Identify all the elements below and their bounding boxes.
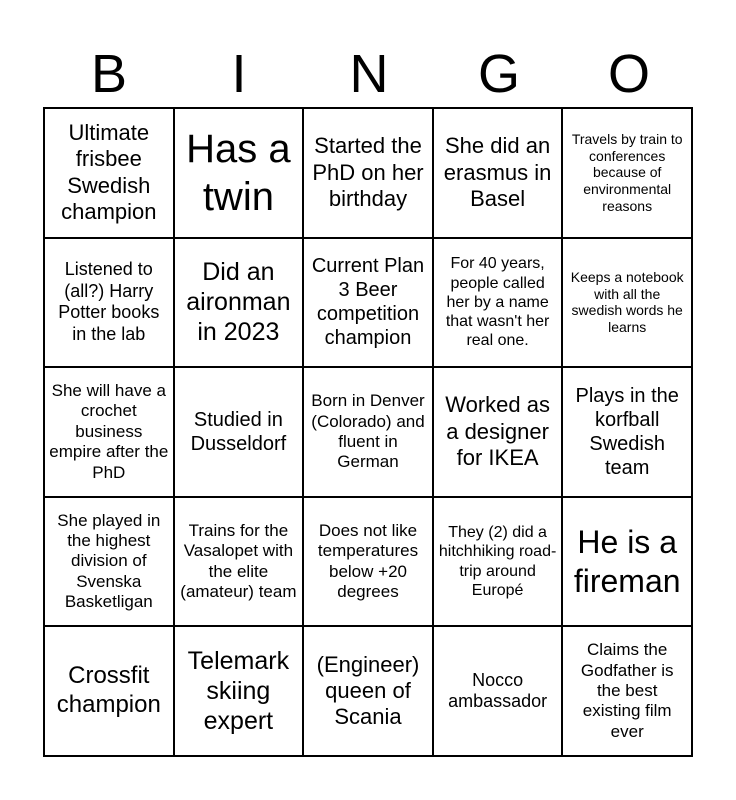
cell-text: For 40 years, people called her by a name that wasn't her real one. — [445, 255, 550, 350]
bingo-cell[interactable] — [174, 497, 304, 627]
bingo-cell[interactable] — [303, 497, 433, 627]
bingo-cell[interactable] — [433, 238, 563, 368]
cell-text: Nocco ambassador — [448, 669, 548, 712]
bingo-cell[interactable] — [174, 238, 304, 368]
bingo-cell[interactable] — [303, 367, 433, 497]
bingo-cell[interactable] — [433, 626, 563, 756]
bingo-cell[interactable] — [303, 238, 433, 368]
bingo-cell[interactable] — [433, 367, 563, 497]
cell-text: Did an aironman in 2023 — [186, 258, 291, 347]
cell-text: Keeps a notebook with all the swedish words he learns — [570, 268, 684, 336]
cell-text: (Engineer) queen of Scania — [316, 651, 420, 730]
cell-text: Claims the Godfather is the best existing film ever — [580, 640, 674, 741]
cell-text: She did an erasmus in Basel — [443, 133, 552, 211]
bingo-cell[interactable] — [303, 108, 433, 238]
bingo-cell[interactable] — [562, 367, 692, 497]
bingo-cell[interactable] — [44, 626, 174, 756]
bingo-cell[interactable] — [303, 626, 433, 756]
cell-text: Worked as a designer for IKEA — [445, 392, 550, 471]
header-letter-b: B — [90, 44, 128, 104]
bingo-cell[interactable] — [44, 108, 174, 238]
bingo-cell[interactable] — [44, 367, 174, 497]
header-letter-o: O — [607, 44, 650, 104]
cell-text: Plays in the korfball Swedish team — [575, 384, 679, 479]
cell-text: Studied in Dusseldorf — [190, 408, 287, 455]
cell-text: He is a fireman — [573, 524, 681, 599]
cell-text: Listened to (all?) Harry Potter books in the lab — [58, 259, 160, 344]
bingo-cell[interactable] — [562, 238, 692, 368]
cell-text: She will have a crochet business empire after the PhD — [49, 381, 169, 482]
cell-text: Telemark skiing expert — [187, 647, 290, 736]
cell-text: Ultimate frisbee Swedish champion — [61, 120, 157, 225]
header-letter-n: N — [349, 44, 389, 104]
cell-text: Started the PhD on her birthday — [312, 133, 424, 211]
bingo-header — [44, 44, 694, 104]
cell-text: Has a twin — [186, 126, 291, 219]
cell-text: Current Plan 3 Beer competition champion — [311, 255, 425, 350]
cell-text: She played in the highest division of Svenska Basketligan — [57, 510, 161, 612]
cell-text: They (2) did a hitchhiking road-trip around Europé — [438, 524, 557, 599]
cell-text: Travels by train to conferences because of environmental reasons — [571, 130, 683, 214]
header-letter-i: I — [231, 44, 247, 104]
bingo-cell[interactable] — [562, 626, 692, 756]
header-letter-g: G — [477, 44, 520, 104]
bingo-cell[interactable] — [174, 626, 304, 756]
bingo-cell[interactable] — [433, 108, 563, 238]
bingo-grid — [43, 107, 693, 757]
cell-text: Does not like temperatures below +20 degrees — [317, 520, 419, 601]
bingo-cell[interactable] — [433, 497, 563, 627]
bingo-cell[interactable] — [174, 367, 304, 497]
bingo-cell[interactable] — [562, 108, 692, 238]
cell-text: Trains for the Vasalopet with the elite (amateur) team — [180, 520, 297, 601]
bingo-cell[interactable] — [562, 497, 692, 627]
bingo-cell[interactable] — [44, 497, 174, 627]
cell-text: Crossfit champion — [56, 662, 161, 719]
bingo-cell[interactable] — [44, 238, 174, 368]
bingo-cell[interactable] — [174, 108, 304, 238]
cell-text: Born in Denver (Colorado) and fluent in German — [311, 391, 425, 472]
